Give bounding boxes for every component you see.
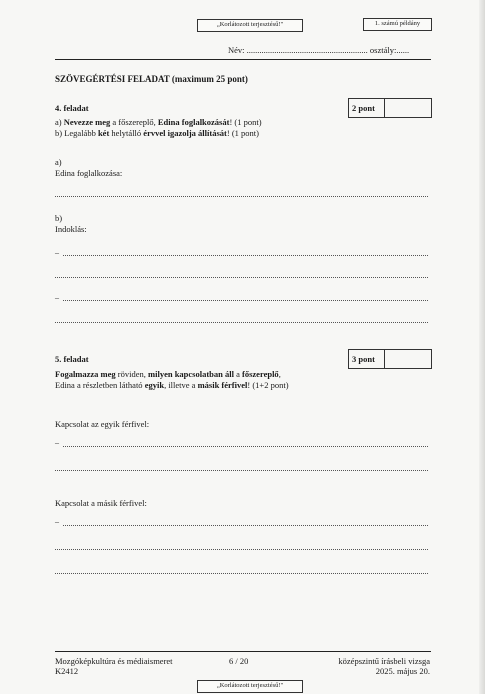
relationship1-label: Kapcsolat az egyik férfivel:	[55, 419, 150, 429]
task4-instruction-b: b) Legalább két helytálló érvvel igazolja állítását! (1 pont)	[55, 128, 259, 138]
name-line	[228, 45, 409, 56]
name-dots: .........................................................	[246, 45, 368, 55]
task5-points-box	[348, 349, 432, 369]
section-title: SZÖVEGÉRTÉSI FELADAT (maximum 25 pont)	[55, 74, 248, 84]
relationship2-answer-line-1[interactable]	[63, 525, 428, 526]
task4-title: 4. feladat	[55, 103, 89, 113]
header-rule	[55, 59, 431, 60]
task5-title: 5. feladat	[55, 354, 89, 364]
footer-page-number: 6 / 20	[229, 656, 249, 666]
relationship2-label: Kapcsolat a másik férfivel:	[55, 498, 147, 508]
copy-number-box: 1. számú példány	[363, 18, 432, 31]
task5-instruction-line2: Edina a részletben látható egyik, illetve a másik férfivel! (1+2 pont)	[55, 380, 289, 390]
footer-subject: Mozgóképkultúra és médiaismeret	[55, 656, 173, 666]
task5-points-label: 3 pont	[349, 350, 385, 368]
bullet-dash: –	[55, 248, 59, 257]
restricted-distribution-stamp-top: „Korlátozott terjesztésű!"	[197, 19, 303, 32]
footer-rule	[55, 651, 431, 652]
task4-justification-field-label: Indoklás:	[55, 224, 87, 234]
task4-points-label: 2 pont	[349, 99, 385, 117]
justification-answer-line-3[interactable]	[63, 300, 428, 301]
relationship2-answer-line-3[interactable]	[55, 573, 428, 574]
relationship1-answer-line-2[interactable]	[55, 470, 428, 471]
task4-answer-a-label: a)	[55, 157, 62, 167]
page-edge-shadow	[479, 0, 485, 694]
footer-code: K2412	[55, 666, 79, 676]
name-label: Név:	[228, 45, 245, 55]
class-label: osztály:......	[369, 45, 410, 55]
bullet-dash: –	[55, 517, 59, 526]
task4-answer-b-label: b)	[55, 213, 63, 223]
occupation-answer-line[interactable]	[55, 196, 428, 197]
task4-occupation-field-label: Edina foglalkozása:	[55, 168, 123, 178]
bullet-dash: –	[55, 438, 59, 447]
footer-exam-level: középszintű írásbeli vizsga	[338, 656, 430, 666]
justification-answer-line-1[interactable]	[63, 255, 428, 256]
bullet-dash: –	[55, 293, 59, 302]
restricted-distribution-stamp-bottom: „Korlátozott terjesztésű!"	[197, 680, 303, 693]
justification-answer-line-4[interactable]	[55, 322, 428, 323]
task5-instruction-line1: Fogalmazza meg röviden, milyen kapcsolatban áll a főszereplő,	[55, 369, 281, 379]
footer-exam-date: 2025. május 20.	[375, 666, 430, 676]
justification-answer-line-2[interactable]	[55, 277, 428, 278]
task4-instruction-a: a) Nevezze meg a főszereplő, Edina foglalkozását! (1 pont)	[55, 117, 262, 127]
task4-points-box	[348, 98, 432, 118]
relationship1-answer-line-1[interactable]	[63, 446, 428, 447]
relationship2-answer-line-2[interactable]	[55, 549, 428, 550]
